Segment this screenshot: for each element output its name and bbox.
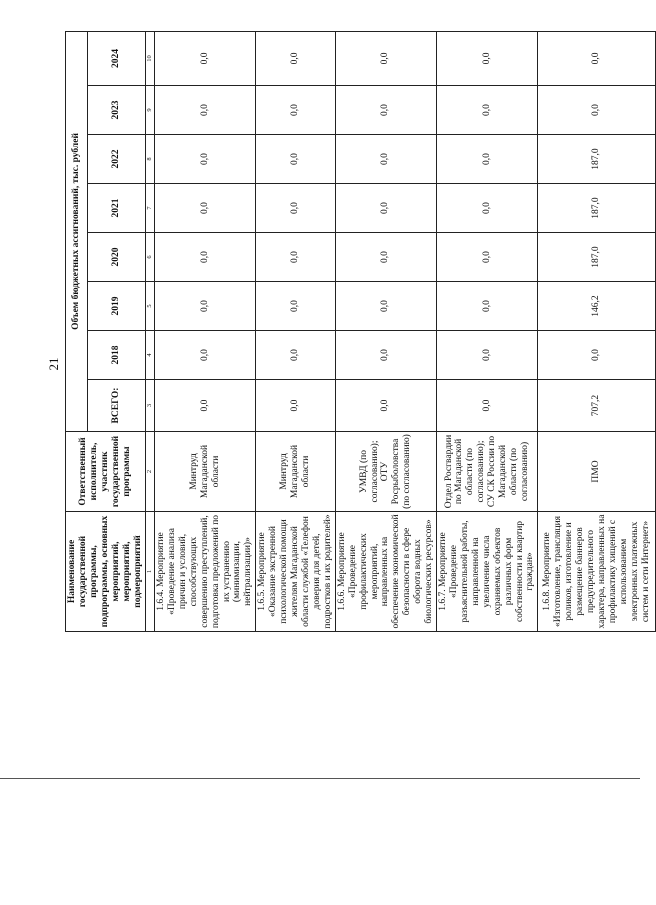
row-value: 0,0 [256,380,335,432]
row-value: 0,0 [155,31,256,85]
row-executor: УМВД (по согласованию); ОТУ Росрыболовства (по согласованию) [335,432,436,512]
table-row [437,31,538,631]
header-budget-group: Объем бюджетных ассигнований, тыс. рублей [66,31,88,431]
row-value: 0,0 [538,331,656,380]
row-value: 0,0 [256,331,335,380]
index-cell: 5 [146,282,155,331]
table-row [256,31,335,631]
row-value: 187,0 [538,184,656,233]
row-value: 0,0 [335,86,436,135]
row-name: 1.6.4. Мероприятие «Проведение анализа причин и условий, способствующих совершению преступлений, подготовка предложений по их устранению (минимизации, нейтрализации)» [155,512,256,632]
index-cell: 1 [146,512,155,632]
row-executor: Минтруд Магаданской области [155,432,256,512]
index-cell: 10 [146,31,155,85]
row-value: 0,0 [335,282,436,331]
row-value: 187,0 [538,135,656,184]
table-row [538,31,656,631]
row-executor: ПМО [538,432,656,512]
row-value: 0,0 [335,380,436,432]
row-executor: Отдел Росгвардии по Магаданской области (по согласованию); СУ СК России по Магаданской области (по согласованию) [437,432,538,512]
budget-table [65,31,656,632]
index-cell: 9 [146,86,155,135]
row-value: 0,0 [437,135,538,184]
header-year: 2023 [88,86,146,135]
row-value: 0,0 [335,331,436,380]
row-value: 0,0 [155,184,256,233]
row-value: 0,0 [437,331,538,380]
row-value: 0,0 [335,233,436,282]
page-number: 21 [46,357,61,371]
row-value: 0,0 [256,31,335,85]
row-value: 0,0 [335,31,436,85]
header-year: 2019 [88,282,146,331]
index-cell: 6 [146,233,155,282]
header-year: 2024 [88,31,146,85]
row-value: 0,0 [155,380,256,432]
header-year: 2018 [88,331,146,380]
index-cell: 4 [146,331,155,380]
index-cell: 2 [146,432,155,512]
header-year: 2020 [88,233,146,282]
row-name: 1.6.7. Мероприятие «Проведение разъяснительной работы, направленной на увеличение числа охраняемых объектов различных форм собственности и квартир граждан» [437,512,538,632]
row-value: 0,0 [538,31,656,85]
row-value: 0,0 [155,282,256,331]
row-value: 0,0 [437,233,538,282]
header-executor: Ответственный исполнитель, участник государственной программы [66,432,146,512]
row-value: 0,0 [155,331,256,380]
row-value: 0,0 [155,135,256,184]
row-value: 146,2 [538,282,656,331]
header-year: 2021 [88,184,146,233]
table-row [335,31,436,631]
table-row [155,31,256,631]
row-value: 0,0 [437,282,538,331]
rotated-table-wrapper [65,32,651,632]
header-year: ВСЕГО: [88,380,146,432]
header-name: Наименование государственной программы, подпрограммы, основных мероприятий, мероприятий, подмероприятий [66,512,146,632]
row-name: 1.6.5. Мероприятие «Оказание экстренной психологической помощи жителям Магаданской области службой «Телефон доверия для детей, подростков и их родителей» [256,512,335,632]
row-value: 0,0 [437,380,538,432]
row-value: 0,0 [538,86,656,135]
row-value: 0,0 [256,135,335,184]
row-value: 0,0 [256,86,335,135]
index-cell: 8 [146,135,155,184]
row-executor: Минтруд Магаданской области [256,432,335,512]
row-value: 0,0 [437,184,538,233]
row-value: 0,0 [155,86,256,135]
row-value: 707,2 [538,380,656,432]
row-value: 0,0 [155,233,256,282]
row-value: 0,0 [335,135,436,184]
row-name: 1.6.8. Мероприятие «Изготовление, трансляция роликов, изготовление и размещение баннеров предупредительного характера, направленных на профилактику хищений с использованием электронных платежных систем и сети Интернет» [538,512,656,632]
row-value: 0,0 [256,184,335,233]
row-value: 0,0 [256,282,335,331]
header-year: 2022 [88,135,146,184]
row-value: 0,0 [437,86,538,135]
row-value: 187,0 [538,233,656,282]
row-value: 0,0 [437,31,538,85]
index-cell: 3 [146,380,155,432]
index-cell: 7 [146,184,155,233]
row-value: 0,0 [256,233,335,282]
page-divider [0,778,640,779]
row-value: 0,0 [335,184,436,233]
row-name: 1.6.6. Мероприятие «Проведение профилактических мероприятий, направленных на обеспечение экономической безопасности в сфере оборота водных биологических ресурсов» [335,512,436,632]
